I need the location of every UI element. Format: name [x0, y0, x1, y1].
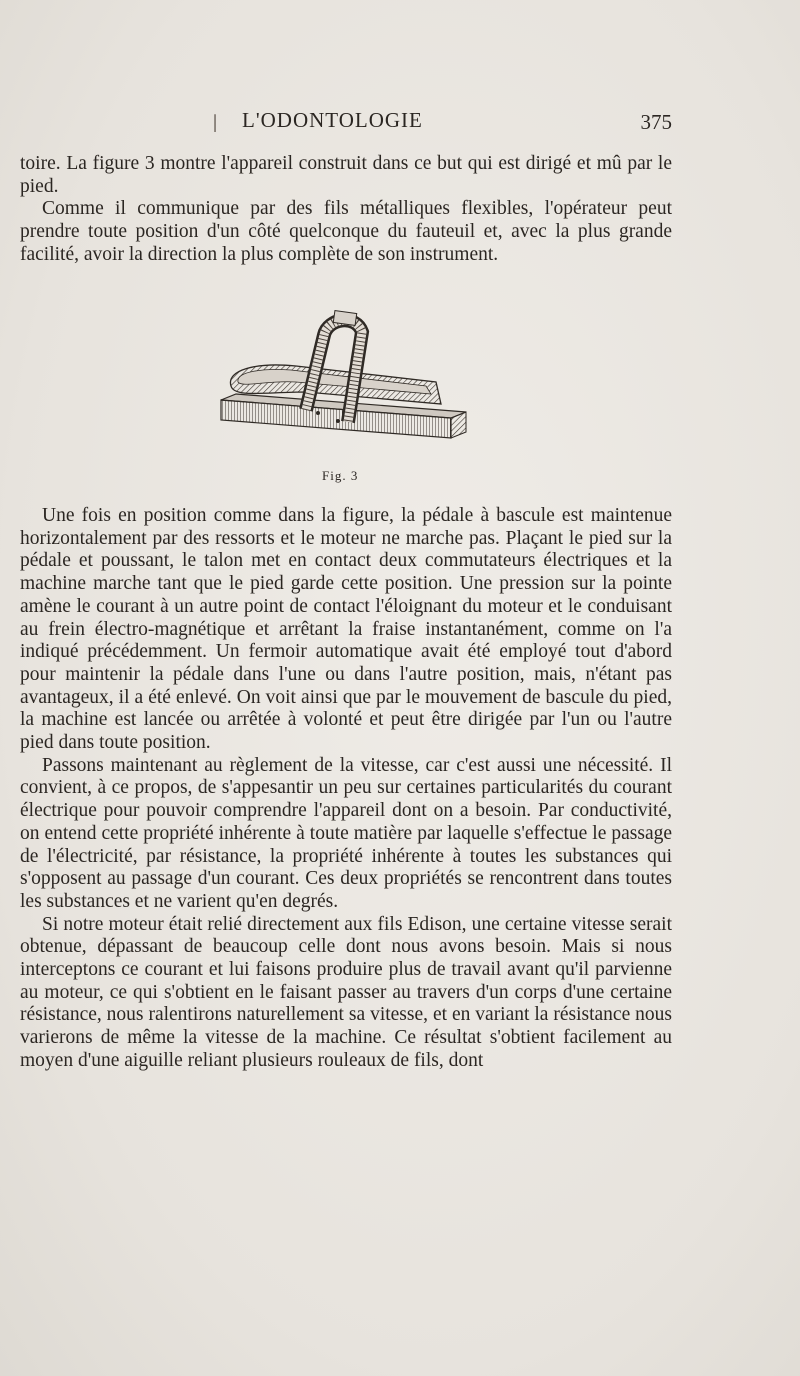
foot-pedal-drawing — [186, 300, 486, 465]
text-block-bottom — [20, 505, 672, 1073]
paragraph: Si notre moteur était relié directement aux fils Edison, une certaine vitesse serait obtenue, dépassant de beaucoup celle dont nous avons besoin. Mais si nous interceptons ce courant et lui faisons produire plus de travail avant qu'il parvienne au moteur, ce qui s'obtient en le faisant passer au travers d'un corps d'une certaine résistance, nous ralentirons naturellement sa vitesse, et en variant la résistance nous varierons de même la vitesse de la machine. Ce résultat s'obtient facilement au moyen d'une aiguille reliant plusieurs rouleaux de fils, dont — [20, 913, 672, 1071]
journal-title: L'ODONTOLOGIE — [242, 108, 423, 132]
paragraph-continuation: toire. La figure 3 montre l'appareil construit dans ce but qui est dirigé et mû par le pied. — [20, 153, 672, 197]
foot-pedal-illustration — [186, 300, 486, 465]
running-header — [212, 108, 672, 138]
paragraph: Passons maintenant au règlement de la vitesse, car c'est aussi une nécessité. Il convient, à ce propos, de s'appesantir un peu sur certaines particularités du courant électrique pour pouvoir comprendre l'appareil dont on a besoin. Par conductivité, on entend cette propriété inhérente à toute matière par laquelle s'effectue le passage de l'électricité, par résistance, la propriété inhérente à toutes les substances qui s'opposent au passage d'un courant. Ces deux propriétés se rencontrent dans toutes les substances et ne varient qu'en degrés. — [20, 754, 672, 912]
margin-marker: | — [212, 112, 219, 133]
text-block-top — [20, 153, 672, 267]
page-number: 375 — [640, 110, 672, 134]
paragraph: Une fois en position comme dans la figure, la pédale à bascule est maintenue horizontalement par des ressorts et le moteur ne marche pas. Plaçant le pied sur la pédale et poussant, le talon met en contact deux commutateurs électriques et la machine marche tant que le pied garde cette position. Une pression sur la pointe amène le courant à un autre point de contact l'éloignant du moteur et le conduisant au frein électro-magnétique et arrêtant la fraise instantanément, comme on l'a indiqué précédemment. Un fermoir automatique avait été employé tout d'abord pour maintenir la pédale dans l'une ou dans l'autre position, mais, n'étant pas avantageux, il a été enlevé. On voit ainsi que par le mouvement de bascule du pied, la machine est lancée ou arrêtée à volonté et peut être dirigée par l'un ou l'autre pied dans toute position. — [20, 505, 672, 754]
paragraph: Comme il communique par des fils métalliques flexibles, l'opérateur peut prendre toute position d'un côté quelconque du fauteuil et, avec la plus grande facilité, avoir la direction la plus complète de son instrument. — [20, 198, 672, 265]
figure-caption: Fig. 3 — [322, 468, 359, 483]
